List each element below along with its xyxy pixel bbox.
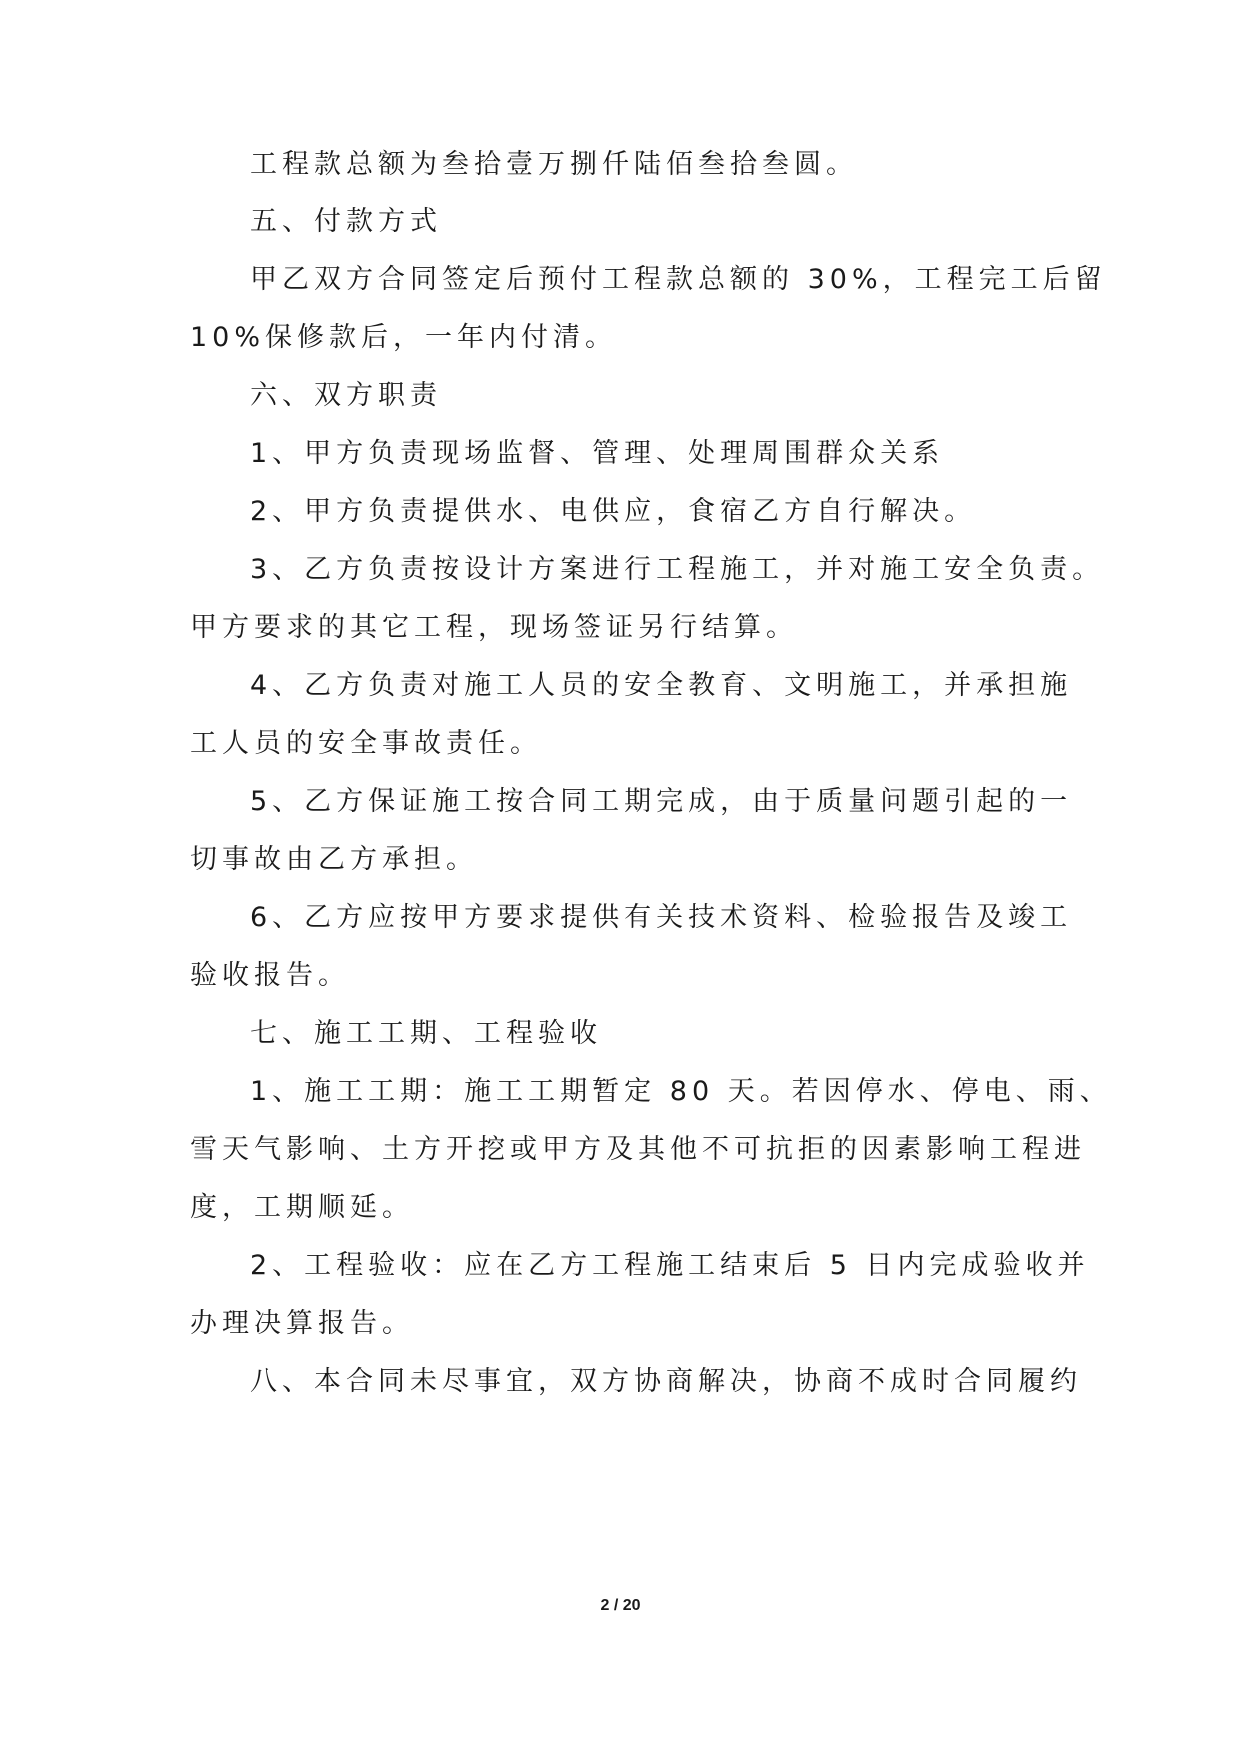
paragraph-line: 甲方要求的其它工程，现场签证另行结算。 [190,612,798,643]
paragraph-line: 甲乙双方合同签定后预付工程款总额的 30%，工程完工后留 [250,264,1107,295]
paragraph-line: 2、甲方负责提供水、电供应，食宿乙方自行解决。 [250,496,977,527]
paragraph-line: 6、乙方应按甲方要求提供有关技术资料、检验报告及竣工 [250,902,1073,933]
section-heading: 五、付款方式 [250,206,442,237]
paragraph-line: 度，工期顺延。 [190,1192,414,1223]
section-heading: 七、施工工期、工程验收 [250,1018,602,1049]
paragraph-line: 2、工程验收：应在乙方工程施工结束后 5 日内完成验收并 [250,1250,1090,1281]
paragraph-line: 1、施工工期：施工工期暂定 80 天。若因停水、停电、雨、 [250,1076,1112,1107]
page-number: 2 / 20 [600,1597,641,1614]
paragraph-line: 工程款总额为叁拾壹万捌仟陆佰叁拾叁圆。 [250,149,858,180]
section-heading: 六、双方职责 [250,380,442,411]
paragraph-line: 工人员的安全事故责任。 [190,728,542,759]
paragraph-line: 办理决算报告。 [190,1308,414,1339]
paragraph-line: 5、乙方保证施工按合同工期完成，由于质量问题引起的一 [250,786,1073,817]
section-heading: 八、本合同未尽事宜，双方协商解决，协商不成时合同履约 [250,1366,1082,1397]
paragraph-line: 验收报告。 [190,960,350,991]
paragraph-line: 3、乙方负责按设计方案进行工程施工，并对施工安全负责。 [250,554,1105,585]
paragraph-line: 10%保修款后，一年内付清。 [190,322,618,353]
paragraph-line: 1、甲方负责现场监督、管理、处理周围群众关系 [250,438,945,469]
paragraph-line: 4、乙方负责对施工人员的安全教育、文明施工，并承担施 [250,670,1073,701]
paragraph-line: 切事故由乙方承担。 [190,844,478,875]
paragraph-line: 雪天气影响、土方开挖或甲方及其他不可抗拒的因素影响工程进 [190,1134,1086,1165]
